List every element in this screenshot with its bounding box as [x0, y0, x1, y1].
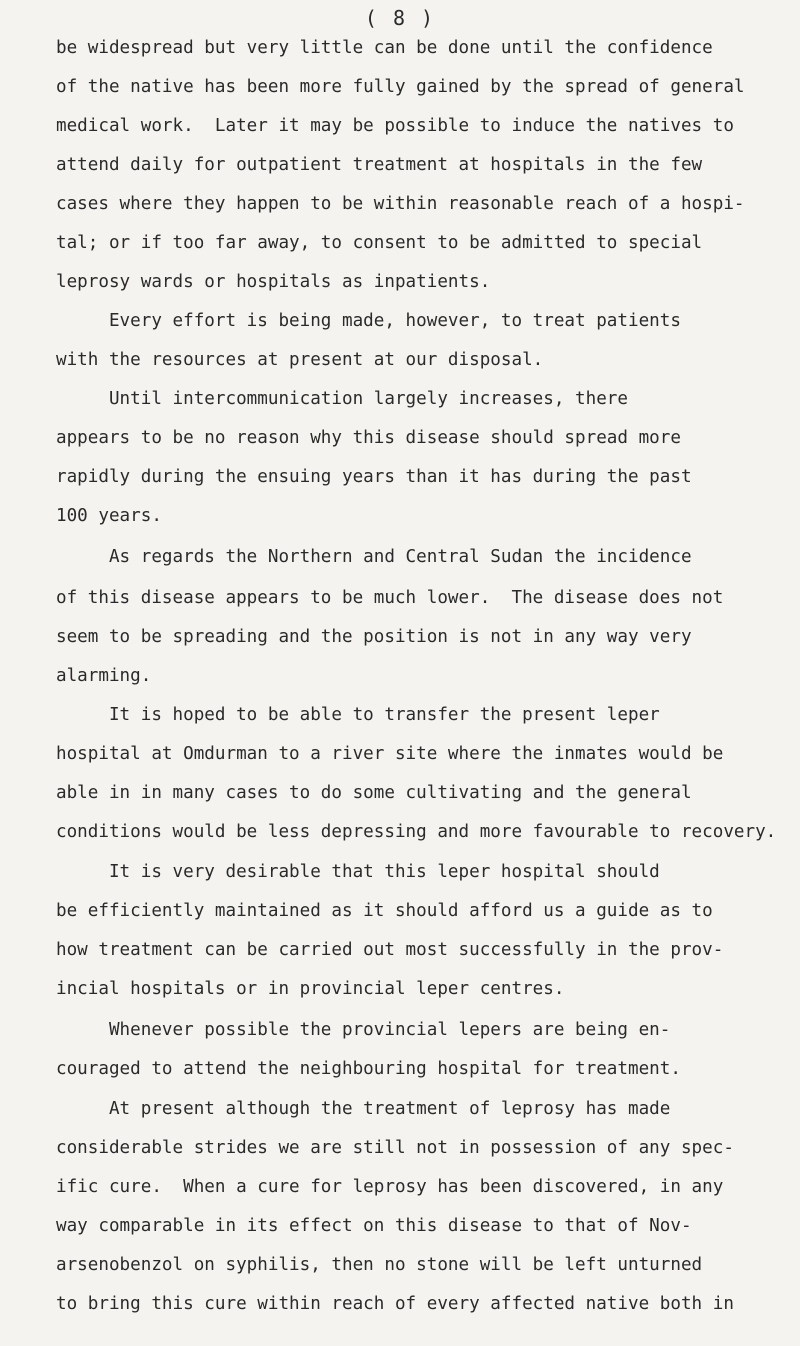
- text-line: rapidly during the ensuing years than it has during the past: [56, 467, 692, 487]
- page-number: ( 8 ): [364, 6, 436, 30]
- text-line: alarming.: [56, 666, 152, 686]
- text-line: of the native has been more fully gained by the spread of general: [56, 77, 745, 97]
- text-line: Until intercommunication largely increases, there: [56, 389, 628, 409]
- text-line: cases where they happen to be within reasonable reach of a hospi-: [56, 194, 745, 214]
- text-line: leprosy wards or hospitals as inpatients.: [56, 272, 491, 292]
- text-line: be efficiently maintained as it should afford us a guide as to: [56, 901, 713, 921]
- text-line: conditions would be less depressing and more favourable to recovery.: [56, 822, 777, 842]
- text-line: attend daily for outpatient treatment at hospitals in the few: [56, 155, 703, 175]
- text-line: way comparable in its effect on this disease to that of Nov-: [56, 1216, 692, 1236]
- text-line: As regards the Northern and Central Sudan the incidence: [56, 547, 692, 567]
- text-line: It is hoped to be able to transfer the present leper: [56, 705, 660, 725]
- text-line: of this disease appears to be much lower. The disease does not: [56, 588, 724, 608]
- text-line: arsenobenzol on syphilis, then no stone will be left unturned: [56, 1255, 703, 1275]
- text-line: It is very desirable that this leper hospital should: [56, 862, 660, 882]
- text-line: with the resources at present at our disposal.: [56, 350, 544, 370]
- text-line: able in in many cases to do some cultivating and the general: [56, 783, 692, 803]
- text-line: couraged to attend the neighbouring hospital for treatment.: [56, 1059, 681, 1079]
- text-line: considerable strides we are still not in possession of any spec-: [56, 1138, 734, 1158]
- text-line: to bring this cure within reach of every affected native both in: [56, 1294, 734, 1314]
- text-line: seem to be spreading and the position is not in any way very: [56, 627, 692, 647]
- text-line: ific cure. When a cure for leprosy has been discovered, in any: [56, 1177, 724, 1197]
- text-line: medical work. Later it may be possible to induce the natives to: [56, 116, 734, 136]
- text-line: 100 years.: [56, 506, 162, 526]
- text-line: incial hospitals or in provincial leper centres.: [56, 979, 565, 999]
- text-line: Whenever possible the provincial lepers are being en-: [56, 1020, 671, 1040]
- text-line: appears to be no reason why this disease should spread more: [56, 428, 681, 448]
- text-line: Every effort is being made, however, to treat patients: [56, 311, 681, 331]
- text-line: be widespread but very little can be done until the confidence: [56, 38, 713, 58]
- text-line: At present although the treatment of leprosy has made: [56, 1099, 671, 1119]
- text-line: how treatment can be carried out most successfully in the prov-: [56, 940, 724, 960]
- text-line: tal; or if too far away, to consent to be admitted to special: [56, 233, 703, 253]
- text-line: hospital at Omdurman to a river site where the inmates would be: [56, 744, 724, 764]
